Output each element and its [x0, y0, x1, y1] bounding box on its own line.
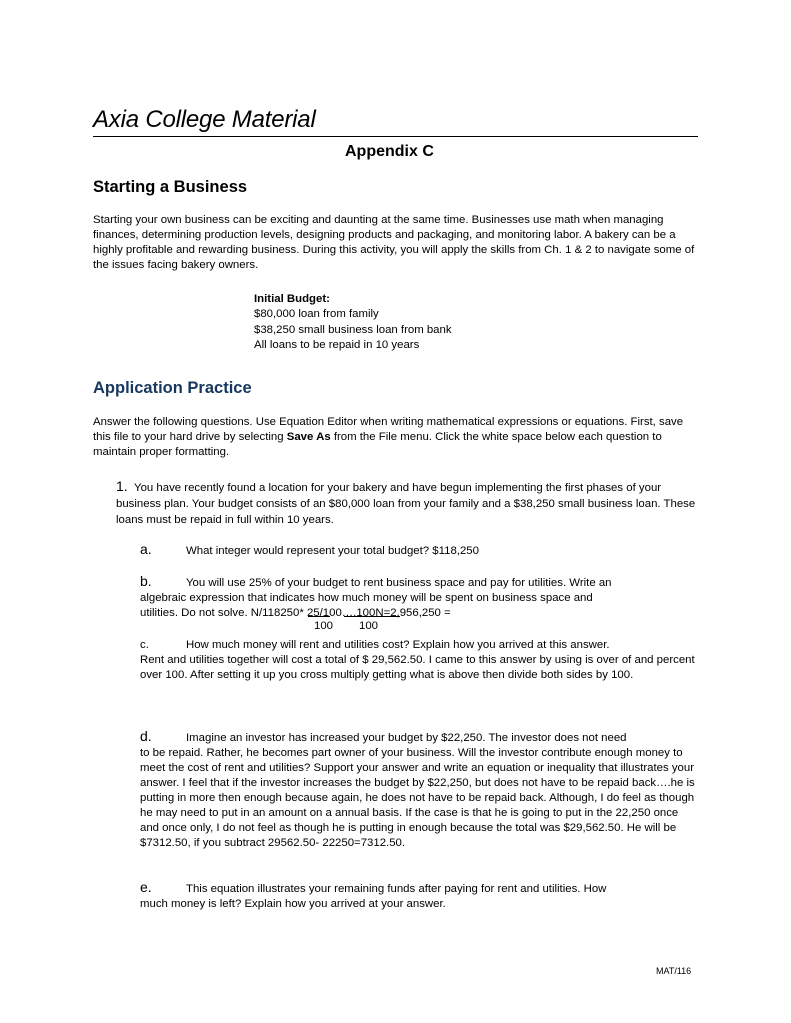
budget-line: $80,000 loan from family [254, 308, 379, 321]
question-c [140, 638, 700, 683]
question-b-text-2: algebraic expression that indicates how much money will be spent on business space and [140, 592, 593, 604]
question-number: 1. [116, 478, 128, 494]
section-heading-application-practice: Application Practice [93, 379, 252, 397]
denominator: 100 [314, 620, 334, 632]
denominator: 100 [359, 620, 379, 632]
instructions-text: Answer the following questions. Use Equation Editor when writing mathematical expressions or equations. First, save this file to your hard drive by selecting [93, 416, 684, 443]
question-d [140, 729, 700, 851]
question-a-text: What integer would represent your total budget? $118,250 [186, 545, 479, 557]
question-a [140, 542, 479, 559]
question-letter: c. [140, 639, 149, 651]
intro-paragraph: Starting your own business can be exciting and daunting at the same time. Businesses use math when managing finances, determining production levels, designing products and packaging, and monitoring labor. A bakery can be a highly profitable and rewarding business. During this activity, you will apply the skills from Ch. 1 & 2 to navigate some of the issues facing bakery owners. [93, 214, 695, 271]
fraction-denominators [314, 620, 404, 632]
question-d-answer: to be repaid. Rather, he becomes part owner of your business. Will the investor contribute enough money to meet the cost of rent and utilities? Support your answer and write an equation or inequality that illustrates your answer. I feel that if the investor increases the budget by $22,250, but does not have to be repaid back….he is putting in more then enough because again, he does not have to be repaid back. Although, I do feel as though he may need to put in an amount on a annual basis. If the case is that he is going to put in the 22,250 once and once only, I do not feel as though he is putting in enough because the total was $29,562.50. He will be $7312.50, if you subtract 29562.50- 22250=7312.50. [140, 747, 695, 849]
question-d-text-1: Imagine an investor has increased your budget by $22,250. The investor does not need [186, 732, 627, 744]
question-c-text-1: How much money will rent and utilities cost? Explain how you arrived at this answer. [186, 639, 610, 651]
question-e [140, 880, 700, 912]
fraction-bar [344, 616, 400, 617]
budget-line: $38,250 small business loan from bank [254, 323, 452, 336]
question-b-text-3: utilities. Do not solve. N/118250* 25/100….100N=2,956,250 = [140, 607, 451, 619]
budget-heading: Initial Budget: [254, 293, 330, 305]
question-letter: e. [140, 879, 152, 895]
document-header-title: Axia College Material [93, 106, 316, 133]
question-c-answer: Rent and utilities together will cost a total of $ 29,562.50. I came to this answer by using is over of and percent over 100. After setting it up you cross multiply getting what is above then divide both sides by 100. [140, 654, 695, 681]
question-b [140, 574, 700, 621]
question-e-text-2: much money is left? Explain how you arrived at your answer. [140, 898, 446, 910]
question-letter: d. [140, 728, 152, 744]
question-b-text-1: You will use 25% of your budget to rent business space and pay for utilities. Write an [186, 577, 612, 589]
save-as-emphasis: Save As [286, 431, 331, 443]
initial-budget-block [254, 292, 452, 354]
question-letter: b. [140, 573, 152, 589]
appendix-title: Appendix C [345, 143, 434, 160]
header-rule [93, 136, 698, 137]
question-e-text-1: This equation illustrates your remaining funds after paying for rent and utilities. How [186, 883, 607, 895]
section-heading-starting-business: Starting a Business [93, 178, 248, 196]
fraction-bar [308, 616, 330, 617]
instructions-text-end: from the File menu. Click the white space below each question to maintain proper formatting. [93, 431, 662, 458]
question-1 [116, 478, 698, 528]
budget-line: All loans to be repaid in 10 years [254, 339, 420, 352]
question-1-text: You have recently found a location for your bakery and have begun implementing the first phases of your business plan. Your budget consists of an $80,000 loan from your family and a $38,250 small business loan. These loans must be repaid in full within 10 years. [116, 482, 696, 526]
page-footer: MAT/116 [656, 966, 692, 976]
instructions-paragraph [93, 415, 698, 460]
question-letter: a. [140, 541, 152, 557]
